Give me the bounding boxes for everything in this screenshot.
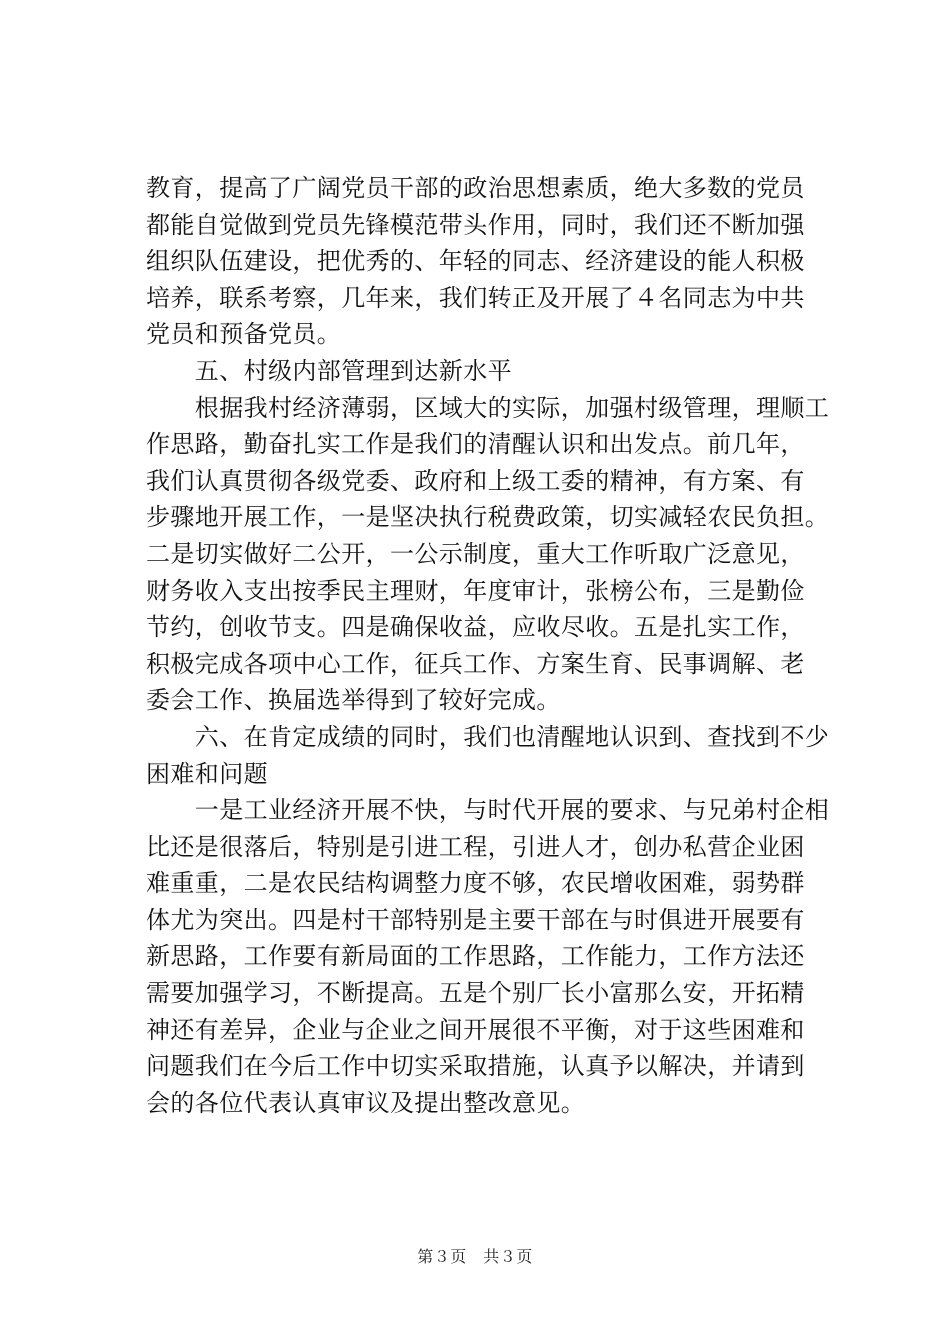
- text-line: 难重重，二是农民结构调整力度不够，农民增收困难，弱势群: [146, 869, 805, 898]
- text-line: 组织队伍建设，把优秀的、年轻的同志、经济建设的能人积极: [146, 247, 805, 276]
- text-line: 比还是很落后，特别是引进工程，引进人才，创办私营企业困: [146, 832, 805, 861]
- section-heading-continued: 困难和问题: [146, 759, 268, 788]
- section-heading: 五、村级内部管理到达新水平: [146, 356, 512, 385]
- text-line: 教育，提高了广阔党员干部的政治思想素质，绝大多数的党员: [146, 174, 805, 202]
- text-line: 需要加强学习，不断提高。五是个别厂长小富那么安，开拓精: [146, 979, 805, 1008]
- body-text: [146, 170, 830, 1121]
- text-line: 我们认真贯彻各级党委、政府和上级工委的精神，有方案、有: [146, 466, 805, 495]
- text-line: 会的各位代表认真审议及提出整改意见。: [146, 1088, 586, 1117]
- text-line: 党员和预备党员。: [146, 320, 342, 349]
- text-line: 问题我们在今后工作中切实采取措施，认真予以解决，并请到: [146, 1052, 805, 1081]
- text-line: 作思路，勤奋扎实工作是我们的清醒认识和出发点。前几年，: [146, 430, 805, 459]
- text-line: 节约，创收节支。四是确保收益，应收尽收。五是扎实工作，: [146, 613, 805, 642]
- text-line: 神还有差异，企业与企业之间开展很不平衡，对于这些困难和: [146, 1015, 805, 1044]
- text-line: 培养，联系考察，几年来，我们转正及开展了４名同志为中共: [146, 283, 805, 312]
- section-heading: 六、在肯定成绩的同时，我们也清醒地认识到、查找到不少: [146, 722, 830, 751]
- text-line: 二是切实做好二公开，一公示制度，重大工作听取广泛意见，: [146, 539, 805, 568]
- text-line: 新思路，工作要有新局面的工作思路，工作能力，工作方法还: [146, 942, 805, 971]
- text-line: 财务收入支出按季民主理财，年度审计，张榜公布，三是勤俭: [146, 576, 805, 605]
- page-number-footer: 第３页 共３页: [417, 1247, 533, 1266]
- text-line: 委会工作、换届选举得到了较好完成。: [146, 686, 561, 715]
- text-line: 体尤为突出。四是村干部特别是主要干部在与时俱进开展要有: [146, 905, 805, 934]
- text-line: 一是工业经济开展不快，与时代开展的要求、与兄弟村企相: [146, 796, 830, 825]
- text-line: 步骤地开展工作，一是坚决执行税费政策，切实减轻农民负担。: [146, 503, 830, 532]
- text-line: 积极完成各项中心工作，征兵工作、方案生育、民事调解、老: [146, 649, 805, 678]
- text-line: 都能自觉做到党员先锋模范带头作用，同时，我们还不断加强: [146, 210, 805, 239]
- text-line: 根据我村经济薄弱，区域大的实际，加强村级管理，理顺工: [146, 393, 830, 422]
